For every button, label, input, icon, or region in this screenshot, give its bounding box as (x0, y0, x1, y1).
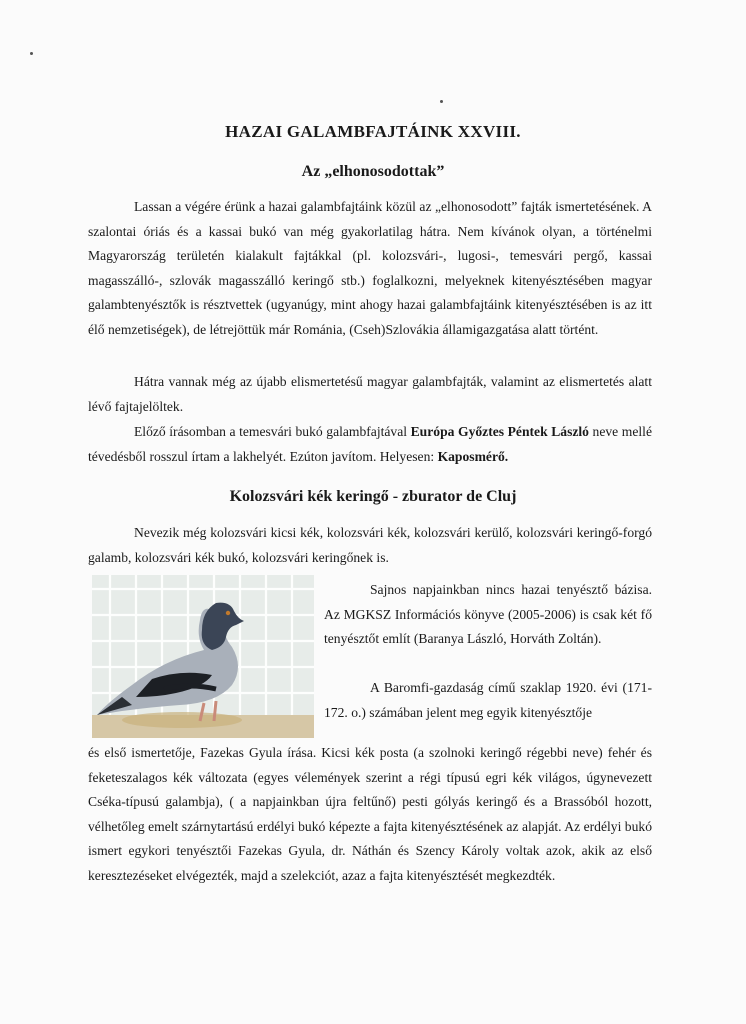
pigeon-photo-image (92, 575, 314, 738)
scan-speck (30, 52, 33, 55)
correction-text-b: neve mellé tévedésből rosszul írtam a lakhelyét. Ezúton javítom. Helyesen: (88, 424, 652, 464)
section-heading: Kolozsvári kék keringő - zburator de Cluj (229, 488, 517, 505)
correction-place: Kaposmérő. (437, 448, 509, 464)
paragraph-history-start: A Baromfi-gazdaság című szaklap 1920. évi (171-172. o.) számában jelent meg egyik kitenyésztője (324, 680, 652, 720)
paragraph-breeders: Sajnos napjainkban nincs hazai tenyésztő bázisa. Az MGKSZ Információs könyve (2005-2006) is csak két fő tenyésztőt említ (Baranya László, Horváth Zoltán). (324, 582, 652, 647)
page-subtitle: Az „elhonosodottak” (301, 163, 445, 180)
correction-text-a: Előző írásomban a temesvári bukó galambfajtával (134, 424, 411, 439)
pigeon-photo (92, 575, 314, 738)
paragraph-correction (88, 420, 652, 469)
paragraph-history: és első ismertetője, Fazekas Gyula írása. Kicsi kék posta (a szolnoki keringő régebbi neve) fehér és feketeszalagos kék változata (egyes vélemények szerint a régi típusú egri kék világos, úgynevezett Cséka-típusú galambja), ( a napjainkban újra feltűnő) pesti gólyás keringő és a Brassóból hozott, vélhetőleg emelt szárnytartású erdélyi bukó képezte a fajta kitenyésztésének az alapját. Az erdélyi bukó ismert egykori tenyésztői Fazekas Gyula, dr. Náthán és Szency Károly voltak azok, akik az első keresztezéseket elvégezték, majd a szelekciót, azaz a fajta kitenyésztését megkezdték. (88, 745, 652, 883)
page-title: HAZAI GALAMBFAJTÁINK XXVIII. (225, 122, 521, 141)
correction-name: Európa Győztes Péntek László (410, 424, 589, 439)
paragraph-intro: Lassan a végére érünk a hazai galambfajtáink közül az „elhonosodott” fajták ismertetésének. A szalontai óriás és a kassai bukó van még gyakorlatilag hátra. Nem kívánok olyan, a történelmi Magyarország területén kialakult fajtákkal (pl. kolozsvári-, lugosi-, temesvári pergő, kassai magasszálló-, szlovák magasszálló keringő stb.) foglalkozni, melyeknek kitenyésztésében magyar galambtenyésztők is résztvettek (ugyanúgy, mint ahogy hazai galambfajtáink kitenyésztésében is az itt élő nemzetiségek), de létrejöttük már Románia, (Cseh)Szlovákia államigazgatása alatt történt. (88, 199, 652, 337)
paragraph-aliases: Nevezik még kolozsvári kicsi kék, kolozsvári kék, kolozsvári kerülő, kolozsvári keringő-forgó galamb, kolozsvári kék bukó, kolozsvári keringőnek is. (88, 525, 652, 565)
paragraph-remaining-breeds: Hátra vannak még az újabb elismertetésű magyar galambfajták, valamint az elismertetés alatt lévő fajtajelöltek. (88, 374, 652, 414)
scan-speck (440, 100, 443, 103)
